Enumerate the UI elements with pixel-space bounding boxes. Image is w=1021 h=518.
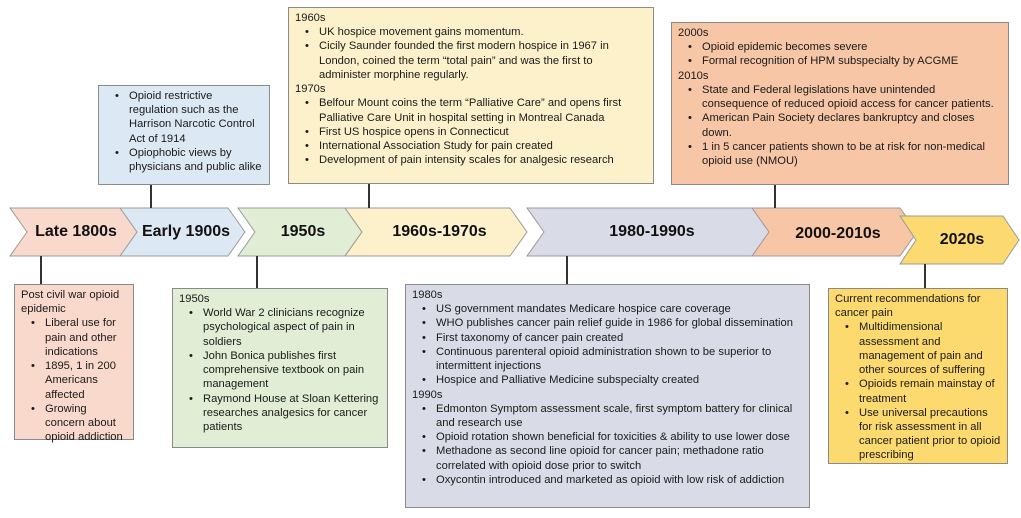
list-item: • Opiophobic views by physicians and public alike xyxy=(119,146,263,174)
list-item: • Raymond House at Sloan Kettering researches analgesics for cancer patients xyxy=(193,392,381,435)
box-1960s-1970s xyxy=(288,7,654,184)
list-item: • Continuous parenteral opioid administration shown to be superior to intermittent injections xyxy=(426,345,803,373)
list-item: • Cicily Saunder founded the first modern hospice in 1967 in London, coined the term “total pain” and was the first to administer morphine regularly. xyxy=(309,39,647,82)
list-item: • International Association Study for pain created xyxy=(309,139,647,153)
list-item: • Multidimensional assessment and management of pain and other sources of suffering xyxy=(849,320,1001,377)
box-1950s xyxy=(172,288,388,448)
box-1970s-heading: 1970s xyxy=(295,83,326,96)
label-2000-2010s: 2000-2010s xyxy=(795,225,881,242)
list-item: • Hospice and Palliative Medicine subspecialty created xyxy=(426,373,803,387)
box-1990s-heading: 1990s xyxy=(412,388,443,401)
list-item: • Opioids remain mainstay of treatment xyxy=(849,377,1001,405)
connector-1950s xyxy=(256,256,258,288)
list-item: • US government mandates Medicare hospice care coverage xyxy=(426,302,803,316)
list-item: • First US hospice opens in Connecticut xyxy=(309,125,647,139)
list-item: • Methadone as second line opioid for cancer pain; methadone ratio correlated with opioid dose prior to switch xyxy=(426,444,803,472)
box-1960s-heading: 1960s xyxy=(295,12,326,24)
list-item: • UK hospice movement gains momentum. xyxy=(309,25,647,39)
connector-2000s xyxy=(774,185,776,208)
label-2020s: 2020s xyxy=(939,231,985,248)
list-item: • John Bonica publishes first comprehensive textbook on pain management xyxy=(193,349,381,392)
box-2010s-heading: 2010s xyxy=(678,69,709,82)
list-item: • 1895, 1 in 200 Americans affected xyxy=(35,359,127,402)
label-late-1800s: Late 1800s xyxy=(35,223,117,240)
connector-1980s xyxy=(566,256,568,284)
list-item: • Opioid epidemic becomes severe xyxy=(692,40,1002,54)
box-1980-1990s xyxy=(405,284,810,508)
list-item: • 1 in 5 cancer patients shown to be at risk for non-medical opioid use (NMOU) xyxy=(692,140,1002,168)
box-late-1800s-intro: Post civil war opioid epidemic xyxy=(21,289,120,316)
connector-2020s xyxy=(924,264,926,288)
box-2020s-intro: Current recommendations for cancer pain xyxy=(835,293,981,320)
list-item: • Liberal use for pain and other indications xyxy=(35,316,127,359)
list-item: • World War 2 clinicians recognize psychological aspect of pain in soldiers xyxy=(193,306,381,349)
list-item: • American Pain Society declares bankruptcy and closes down. xyxy=(692,111,1002,139)
box-1980s-heading: 1980s xyxy=(412,289,443,301)
box-late-1800s xyxy=(14,284,134,444)
box-1950s-heading: 1950s xyxy=(179,293,210,305)
list-item: • Growing concern about opioid addiction xyxy=(35,402,127,445)
box-2000s-heading: 2000s xyxy=(678,27,709,39)
label-1960s-1970s: 1960s-1970s xyxy=(392,223,487,240)
list-item: • Opioid restrictive regulation such as the Harrison Narcotic Control Act of 1914 xyxy=(119,89,263,146)
connector-late-1800s xyxy=(40,256,42,284)
list-item: • Opioid rotation shown beneficial for toxicities & ability to use lower dose xyxy=(426,430,803,444)
label-1980-1990s: 1980-1990s xyxy=(609,223,695,240)
list-item: • Belfour Mount coins the term “Palliative Care” and opens first Palliative Care Unit in hospital setting in Montreal Canada xyxy=(309,96,647,124)
list-item: • First taxonomy of cancer pain created xyxy=(426,331,803,345)
list-item: • Use universal precautions for risk assessment in all cancer patient prior to opioid prescribing xyxy=(849,406,1001,463)
list-item: • Edmonton Symptom assessment scale, first symptom battery for clinical and research use xyxy=(426,402,803,430)
list-item: • Oxycontin introduced and marketed as opioid with low risk of addiction xyxy=(426,473,803,487)
label-1950s: 1950s xyxy=(280,223,326,240)
box-early-1900s xyxy=(98,85,270,185)
list-item: • State and Federal legislations have unintended consequence of reduced opioid access for cancer patients. xyxy=(692,83,1002,111)
list-item: • Development of pain intensity scales for analgesic research xyxy=(309,153,647,167)
box-2020s xyxy=(828,288,1008,464)
label-early-1900s: Early 1900s xyxy=(141,223,231,240)
connector-1960s xyxy=(368,184,370,208)
box-2000-2010s xyxy=(671,22,1009,185)
list-item: • WHO publishes cancer pain relief guide in 1986 for global dissemination xyxy=(426,316,803,330)
connector-early-1900s xyxy=(150,185,152,208)
list-item: • Formal recognition of HPM subspecialty by ACGME xyxy=(692,54,1002,68)
